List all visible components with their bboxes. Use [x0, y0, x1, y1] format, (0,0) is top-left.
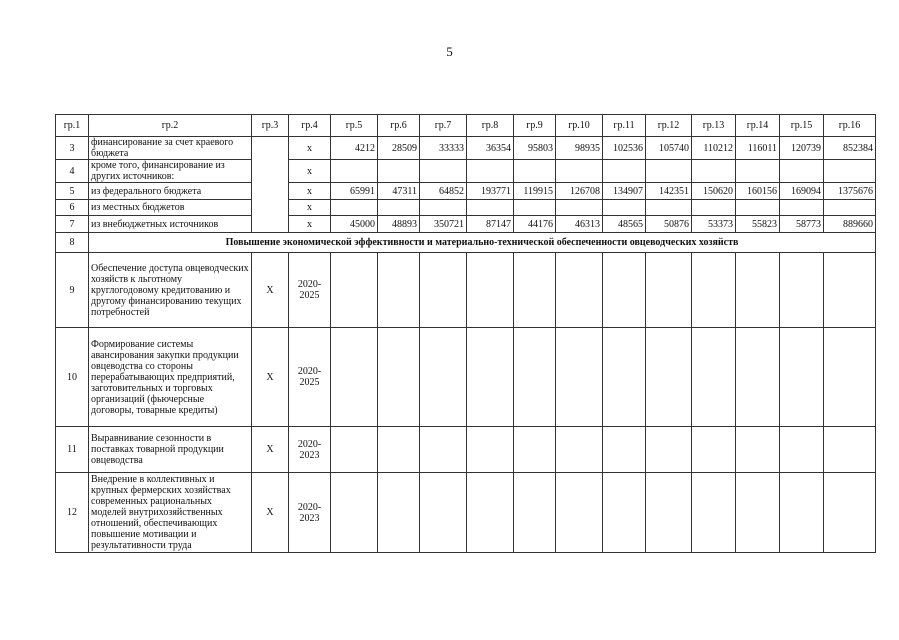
value-cell [646, 328, 692, 427]
measure-name: Формирование системы авансирования закупки продукции овцеводства со стороны перерабатывающих предприятий, заготовительных и торговых организаций (фьючерсные договоры, товарные кредиты) [89, 328, 252, 427]
value-cell: 889660 [824, 216, 876, 233]
group-4-cell: х [289, 137, 331, 160]
column-header: гр.1 [56, 115, 89, 137]
value-cell: 105740 [646, 137, 692, 160]
table-row [56, 328, 876, 427]
value-cell [736, 253, 780, 328]
value-cell [603, 253, 646, 328]
value-cell: 193771 [467, 183, 514, 200]
value-cell [514, 200, 556, 216]
value-cell [692, 473, 736, 553]
value-cell [378, 473, 420, 553]
value-cell [378, 328, 420, 427]
value-cell [736, 427, 780, 473]
value-cell [378, 160, 420, 183]
value-cell: 1375676 [824, 183, 876, 200]
row-name: финансирование за счет краевого бюджета [89, 137, 252, 160]
value-cell [331, 427, 378, 473]
group-3-cell: Х [252, 473, 289, 553]
table-row [56, 160, 876, 183]
group-4-cell: х [289, 160, 331, 183]
column-header: гр.7 [420, 115, 467, 137]
value-cell [514, 160, 556, 183]
table-row [56, 200, 876, 216]
row-name: из внебюджетных источников [89, 216, 252, 233]
period-cell: 2020-2023 [289, 473, 331, 553]
column-header: гр.10 [556, 115, 603, 137]
row-name: кроме того, финансирование из других источников: [89, 160, 252, 183]
table-row [56, 427, 876, 473]
value-cell: 95803 [514, 137, 556, 160]
table-body [56, 115, 876, 553]
value-cell [603, 200, 646, 216]
value-cell [556, 160, 603, 183]
row-number: 5 [56, 183, 89, 200]
value-cell [331, 160, 378, 183]
value-cell [420, 328, 467, 427]
row-number: 10 [56, 328, 89, 427]
value-cell [467, 160, 514, 183]
period-cell: 2020-2025 [289, 328, 331, 427]
period-cell: 2020-2023 [289, 427, 331, 473]
value-cell: 50876 [646, 216, 692, 233]
value-cell [646, 200, 692, 216]
column-header: гр.15 [780, 115, 824, 137]
value-cell: 48893 [378, 216, 420, 233]
table-row [56, 473, 876, 553]
column-header: гр.12 [646, 115, 692, 137]
value-cell: 53373 [692, 216, 736, 233]
value-cell [824, 253, 876, 328]
value-cell: 36354 [467, 137, 514, 160]
page-number: 5 [446, 44, 453, 59]
value-cell [824, 427, 876, 473]
value-cell [780, 473, 824, 553]
column-header: гр.14 [736, 115, 780, 137]
group-3-cell: Х [252, 427, 289, 473]
value-cell: 116011 [736, 137, 780, 160]
table-row [56, 253, 876, 328]
value-cell [736, 473, 780, 553]
row-number: 7 [56, 216, 89, 233]
column-header: гр.5 [331, 115, 378, 137]
table-row [56, 216, 876, 233]
value-cell [736, 160, 780, 183]
value-cell [420, 427, 467, 473]
value-cell [603, 473, 646, 553]
value-cell: 98935 [556, 137, 603, 160]
value-cell [603, 328, 646, 427]
value-cell [556, 328, 603, 427]
value-cell [331, 253, 378, 328]
column-header: гр.11 [603, 115, 646, 137]
group-4-cell: х [289, 183, 331, 200]
value-cell: 58773 [780, 216, 824, 233]
value-cell [692, 427, 736, 473]
row-number: 11 [56, 427, 89, 473]
value-cell [824, 200, 876, 216]
column-header: гр.16 [824, 115, 876, 137]
group-3-cell [252, 137, 289, 233]
value-cell: 169094 [780, 183, 824, 200]
value-cell [378, 253, 420, 328]
value-cell [378, 200, 420, 216]
value-cell: 65991 [331, 183, 378, 200]
value-cell [603, 427, 646, 473]
group-4-cell: х [289, 216, 331, 233]
section-row [56, 233, 876, 253]
measure-name: Обеспечение доступа овцеводческих хозяйств к льготному круглогодовому кредитованию и другому финансированию текущих потребностей [89, 253, 252, 328]
value-cell [378, 427, 420, 473]
value-cell [736, 328, 780, 427]
row-number: 4 [56, 160, 89, 183]
value-cell: 45000 [331, 216, 378, 233]
row-number: 6 [56, 200, 89, 216]
value-cell [514, 473, 556, 553]
value-cell: 28509 [378, 137, 420, 160]
value-cell [556, 427, 603, 473]
column-header: гр.6 [378, 115, 420, 137]
value-cell: 47311 [378, 183, 420, 200]
value-cell [646, 473, 692, 553]
value-cell: 48565 [603, 216, 646, 233]
value-cell: 350721 [420, 216, 467, 233]
value-cell [420, 200, 467, 216]
value-cell [556, 253, 603, 328]
value-cell [692, 328, 736, 427]
value-cell [420, 253, 467, 328]
column-header: гр.9 [514, 115, 556, 137]
value-cell [514, 427, 556, 473]
value-cell [646, 160, 692, 183]
value-cell [514, 328, 556, 427]
value-cell: 102536 [603, 137, 646, 160]
group-3-cell: Х [252, 328, 289, 427]
value-cell [467, 473, 514, 553]
table-row [56, 137, 876, 160]
row-name: из федерального бюджета [89, 183, 252, 200]
value-cell [780, 427, 824, 473]
value-cell: 126708 [556, 183, 603, 200]
section-title: Повышение экономической эффективности и материально-технической обеспеченности овцеводческих хозяйств [89, 233, 876, 253]
value-cell [467, 200, 514, 216]
value-cell [331, 328, 378, 427]
value-cell [780, 200, 824, 216]
value-cell: 150620 [692, 183, 736, 200]
row-number: 9 [56, 253, 89, 328]
value-cell [692, 253, 736, 328]
group-3-cell: Х [252, 253, 289, 328]
value-cell: 4212 [331, 137, 378, 160]
value-cell [692, 200, 736, 216]
column-header: гр.8 [467, 115, 514, 137]
value-cell [824, 473, 876, 553]
value-cell: 33333 [420, 137, 467, 160]
row-number: 3 [56, 137, 89, 160]
value-cell: 110212 [692, 137, 736, 160]
row-name: из местных бюджетов [89, 200, 252, 216]
value-cell [736, 200, 780, 216]
column-header: гр.4 [289, 115, 331, 137]
value-cell [556, 200, 603, 216]
value-cell [514, 253, 556, 328]
row-number: 12 [56, 473, 89, 553]
value-cell [467, 253, 514, 328]
column-header: гр.13 [692, 115, 736, 137]
value-cell: 142351 [646, 183, 692, 200]
value-cell: 134907 [603, 183, 646, 200]
value-cell [331, 200, 378, 216]
measure-name: Внедрение в коллективных и крупных фермерских хозяйствах современных рациональных моделей внутрихозяйственных отношений, обеспечивающих повышение мотивации и результативности труда [89, 473, 252, 553]
value-cell: 55823 [736, 216, 780, 233]
value-cell: 46313 [556, 216, 603, 233]
value-cell [467, 328, 514, 427]
value-cell [420, 160, 467, 183]
value-cell [646, 253, 692, 328]
value-cell [824, 160, 876, 183]
value-cell: 44176 [514, 216, 556, 233]
group-4-cell: х [289, 200, 331, 216]
value-cell [692, 160, 736, 183]
value-cell [780, 253, 824, 328]
value-cell [556, 473, 603, 553]
value-cell [780, 160, 824, 183]
value-cell: 119915 [514, 183, 556, 200]
value-cell: 87147 [467, 216, 514, 233]
measure-name: Выравнивание сезонности в поставках товарной продукции овцеводства [89, 427, 252, 473]
value-cell [603, 160, 646, 183]
value-cell: 120739 [780, 137, 824, 160]
program-table [55, 114, 876, 553]
table-header-row [56, 115, 876, 137]
value-cell [331, 473, 378, 553]
value-cell [824, 328, 876, 427]
value-cell: 852384 [824, 137, 876, 160]
table-row [56, 183, 876, 200]
value-cell [780, 328, 824, 427]
value-cell [420, 473, 467, 553]
column-header: гр.3 [252, 115, 289, 137]
value-cell: 64852 [420, 183, 467, 200]
value-cell: 160156 [736, 183, 780, 200]
value-cell [646, 427, 692, 473]
period-cell: 2020-2025 [289, 253, 331, 328]
row-number: 8 [56, 233, 89, 253]
value-cell [467, 427, 514, 473]
column-header: гр.2 [89, 115, 252, 137]
